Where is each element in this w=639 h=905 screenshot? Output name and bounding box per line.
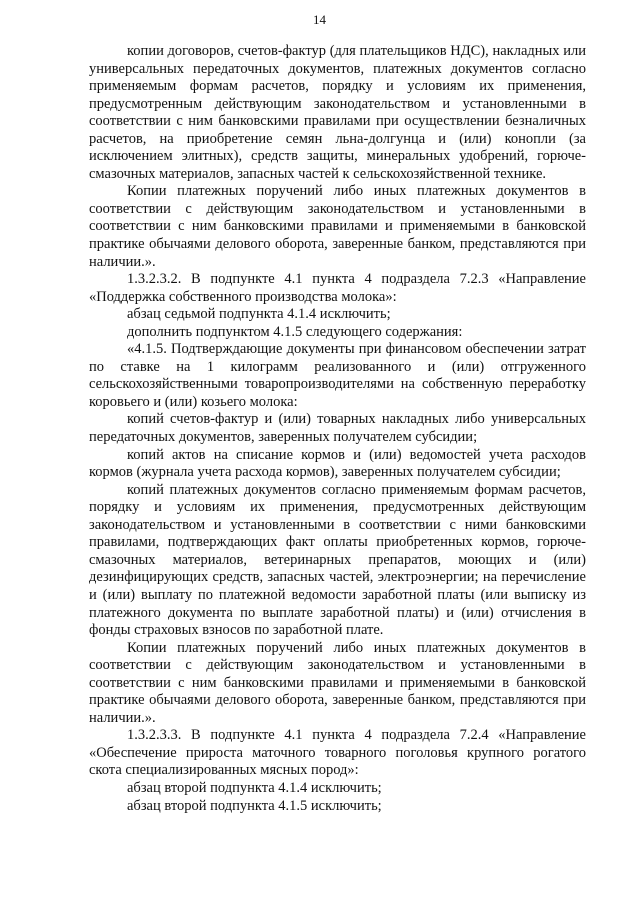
page-number: 14 <box>313 12 326 27</box>
paragraph: Копии платежных поручений либо иных платежных документов в соответствии с действующим законодательством и установленными в соответствии с ним банковскими правилами и применяемыми в банковской практике обычаями делового оборота, заверенные банком, представляются при наличии.». <box>89 639 586 726</box>
paragraph: абзац второй подпункта 4.1.5 исключить; <box>127 797 382 814</box>
paragraph: Копии платежных поручений либо иных платежных документов в соответствии с действующим законодательством и установленными в соответствии с ним банковскими правилами и применяемыми в банковской практике обычаями делового оборота, заверенные банком, представляются при наличии.». <box>89 183 586 270</box>
paragraph: копий платежных документов согласно применяемым формам расчетов, порядку и условиям их применения, предусмотренных действующим законодательством и установленными в соответствии с ними банковскими правилами, подтверждающих факт оплаты приобретенных кормов, горюче-смазочных материалов, ветеринарных препаратов, моющих и (или) дезинфицирующих средств, запасных частей, электроэнергии; на перечисление и (или) выплату по платежной ведомости заработной платы (или выписку из платежного документа по выплате заработной платы) и (или) отчисления в фонды страховых взносов по заработной плате. <box>89 481 586 639</box>
paragraph: 1.3.2.3.3. В подпункте 4.1 пункта 4 подраздела 7.2.4 «Направление «Обеспечение прироста маточного товарного поголовья крупного рогатого скота специализированных мясных пород»: <box>89 727 586 779</box>
paragraph: абзац седьмой подпункта 4.1.4 исключить; <box>127 306 391 323</box>
paragraph: абзац второй подпункта 4.1.4 исключить; <box>127 779 382 796</box>
paragraph: копий актов на списание кормов и (или) ведомостей учета расходов кормов (журнала учета расхода кормов), заверенных получателем субсидии; <box>89 446 586 481</box>
paragraph: копий счетов-фактур и (или) товарных накладных либо универсальных передаточных документов, заверенных получателем субсидии; <box>89 411 586 446</box>
paragraph: «4.1.5. Подтверждающие документы при финансовом обеспечении затрат по ставке на 1 килограмм реализованного и (или) отгруженного сельскохозяйственными товаропроизводителями на собственную переработку коровьего и (или) козьего молока: <box>89 341 586 410</box>
document-body <box>89 43 586 815</box>
paragraph: 1.3.2.3.2. В подпункте 4.1 пункта 4 подраздела 7.2.3 «Направление «Поддержка собственного производства молока»: <box>89 271 586 305</box>
paragraph: копии договоров, счетов-фактур (для плательщиков НДС), накладных или универсальных передаточных документов, платежных документов согласно применяемым формам расчетов, порядку и условиям их применения, предусмотренным действующим законодательством и установленными в соответствии с ним банковскими правилами при осуществлении безналичных расчетов, на приобретение семян льна-долгунца и (или) конопли (за исключением элитных), средств защиты, минеральных удобрений, горюче-смазочных материалов, запасных частей к сельскохозяйственной технике. <box>89 43 586 182</box>
paragraph: дополнить подпунктом 4.1.5 следующего содержания: <box>127 323 463 340</box>
